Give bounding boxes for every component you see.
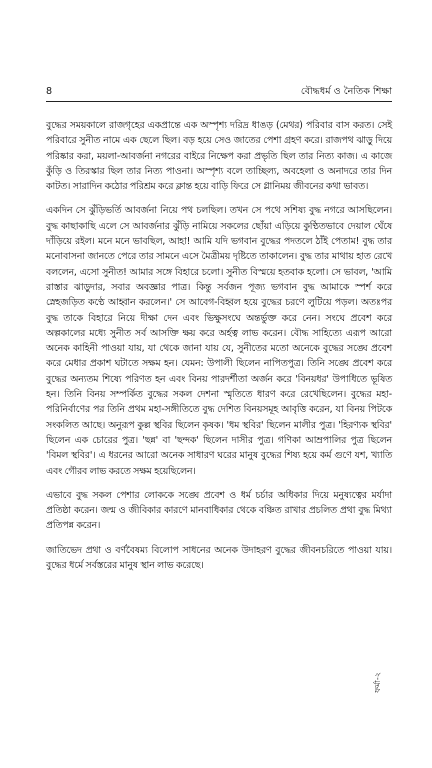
paragraph-gap bbox=[46, 194, 392, 203]
body-text bbox=[46, 118, 392, 573]
running-title: বৌদ্ধধর্ম ও নৈতিক শিক্ষা bbox=[300, 86, 392, 97]
paragraph-sunita-story: একদিন সে ঝুঁড়িভর্তি আবর্জনা নিয়ে পথ চলছিল। তখন সে পথে সশিষ্য বুদ্ধ নগরে আসছিলেন। বুদ্ধ কাছাকাছি এলে সে আবর্জনার ঝুঁড়ি নামিয়ে সকলের ছোঁয়া এড়িয়ে কুণ্ঠিতভাবে দেয়াল ঘেঁষে দাঁড়িয়ে রইল। মনে মনে ভাবছিল, আহা! আমি যদি ভগবান বুদ্ধের পদতলে ঠাঁই পেতাম! বুদ্ধ তার মনোবাসনা জানতে পেরে তার সামনে এসে মৈত্রীময় দৃষ্টিতে তাকালেন। বুদ্ধ তার মাথায় হাত রেখে বললেন, এসো সুনীত! আমার সঙ্গে বিহারে চলো। সুনীত বিস্ময়ে হতবাক হলো। সে ভাবল, 'আমি রাস্তার ঝাড়ুদার, সবার অবজ্ঞার পাত্র। কিন্তু সর্বজন পূজ্য ভগবান বুদ্ধ আমাকে স্পর্শ করে স্নেহজড়িত কণ্ঠে আহ্বান করলেন।' সে আবেগ-বিহ্বল হয়ে বুদ্ধের চরণে লুটিয়ে পড়ল। অতঃপর বুদ্ধ তাকে বিহারে নিয়ে দীক্ষা দেন এবং ভিক্ষুসংঘে অন্তর্ভুক্ত করে নেন। সংঘে প্রবেশ করে অল্পকালের মধ্যে সুনীত সর্ব আসক্তি ক্ষয় করে অর্হত্ব লাভ করেন। বৌদ্ধ সাহিত্যে এরূপ আরো অনেক কাহিনী পাওয়া যায়, যা থেকে জানা যায় যে, সুনীতের মতো অনেকে বুদ্ধের সঙ্ঘে প্রবেশ করে মেধার প্রকাশ ঘটাতে সক্ষম হন। যেমন: উপালী ছিলেন নাপিতপুত্র। তিনি সঙ্ঘে প্রবেশ করে বুদ্ধের অন্যতম শিষ্যে পরিণত হন এবং বিনয় পারদর্শীতা অর্জন করে 'বিনয়ধর' উপাধিতে ভূষিত হন। তিনি বিনয় সম্পর্কিত বুদ্ধের সকল দেশনা স্মৃতিতে ধারণ করে রেখেছিলেন। বুদ্ধের মহা-পরিনির্বাণের পর তিনি প্রথম মহা-সঙ্গীতিতে বুদ্ধ দেশিত বিনয়সমূহ আবৃত্তি করেন, যা বিনয় পিটকে সংকলিত আছে। অনুরূপ কুল্ল স্থবির ছিলেন কৃষক। 'ধম স্থবির' ছিলেন মালীর পুত্র। 'হিরণ্যক স্থবির' ছিলেন এক চোরের পুত্র। 'ছন্ন' বা 'ছন্দক' ছিলেন দাসীর পুত্র। গণিকা আম্রপালির পুত্র ছিলেন 'বিমল স্থবির'। এ ধরনের আরো অনেক সাধারণ ঘরের মানুষ বুদ্ধের শিষ্য হয়ে কর্ম গুণে যশ, খ্যাতি এবং গৌরব লাভ করতে সক্ষম হয়েছিলেন। bbox=[46, 205, 392, 477]
forma-mark: ফর্মা-২ bbox=[373, 672, 382, 693]
paragraph-caste-abolition: জাতিভেদ প্রথা ও বর্ণবৈষম্য বিলোপ সাধনের অনেক উদাহরণ বুদ্ধের জীবনচরিতে পাওয়া যায়। বুদ্ধের ধর্মে সর্বস্তরের মানুষ স্থান লাভ করেছে। bbox=[46, 544, 392, 572]
paragraph-gap bbox=[46, 534, 392, 543]
page-number: 8 bbox=[46, 86, 53, 97]
page-header bbox=[46, 86, 392, 98]
paragraph-gap bbox=[46, 479, 392, 488]
header-rule bbox=[46, 101, 392, 102]
paragraph-sunita-origin: বুদ্ধের সময়কালে রাজগৃহের একপ্রান্তে এক অস্পৃশ্য দরিদ্র ধাঙড় (মেথর) পরিবার বাস করত। সেই পরিবারে সুনীত নামে এক ছেলে ছিল। বড় হয়ে সেও জাতের পেশা গ্রহণ করে। রাজপথ ঝাড়ু দিয়ে পরিষ্কার করা, ময়লা-আবর্জনা নগরের বাইরে নিক্ষেপ করা প্রভৃতি ছিল তার নিত্য কাজ। এ কাজে কুঁড়ি ও তিরস্কার ছিল তার নিত্য পাওনা। অস্পৃশ্য বলে তাচ্ছিল্য, অবহেলা ও অনাদরে তার দিন কাটত। সারাদিন কঠোর পরিশ্রম করে ক্লান্ত হয়ে বাড়ি ফিরে সে গ্লানিময় জীবনের কথা ভাবত। bbox=[46, 120, 392, 193]
paragraph-human-dignity: এভাবে বুদ্ধ সকল পেশার লোককে সঙ্ঘে প্রবেশ ও ধর্ম চর্চার অধিকার দিয়ে মনুষ্যত্বের মর্যাদা প্রতিষ্ঠা করেন। জন্ম ও জীবিকার কারণে মানবাধিকার থেকে বঞ্চিত রাখার প্রচলিত প্রথা বুদ্ধ মিথ্যা প্রতিপন্ন করেন। bbox=[46, 489, 392, 532]
